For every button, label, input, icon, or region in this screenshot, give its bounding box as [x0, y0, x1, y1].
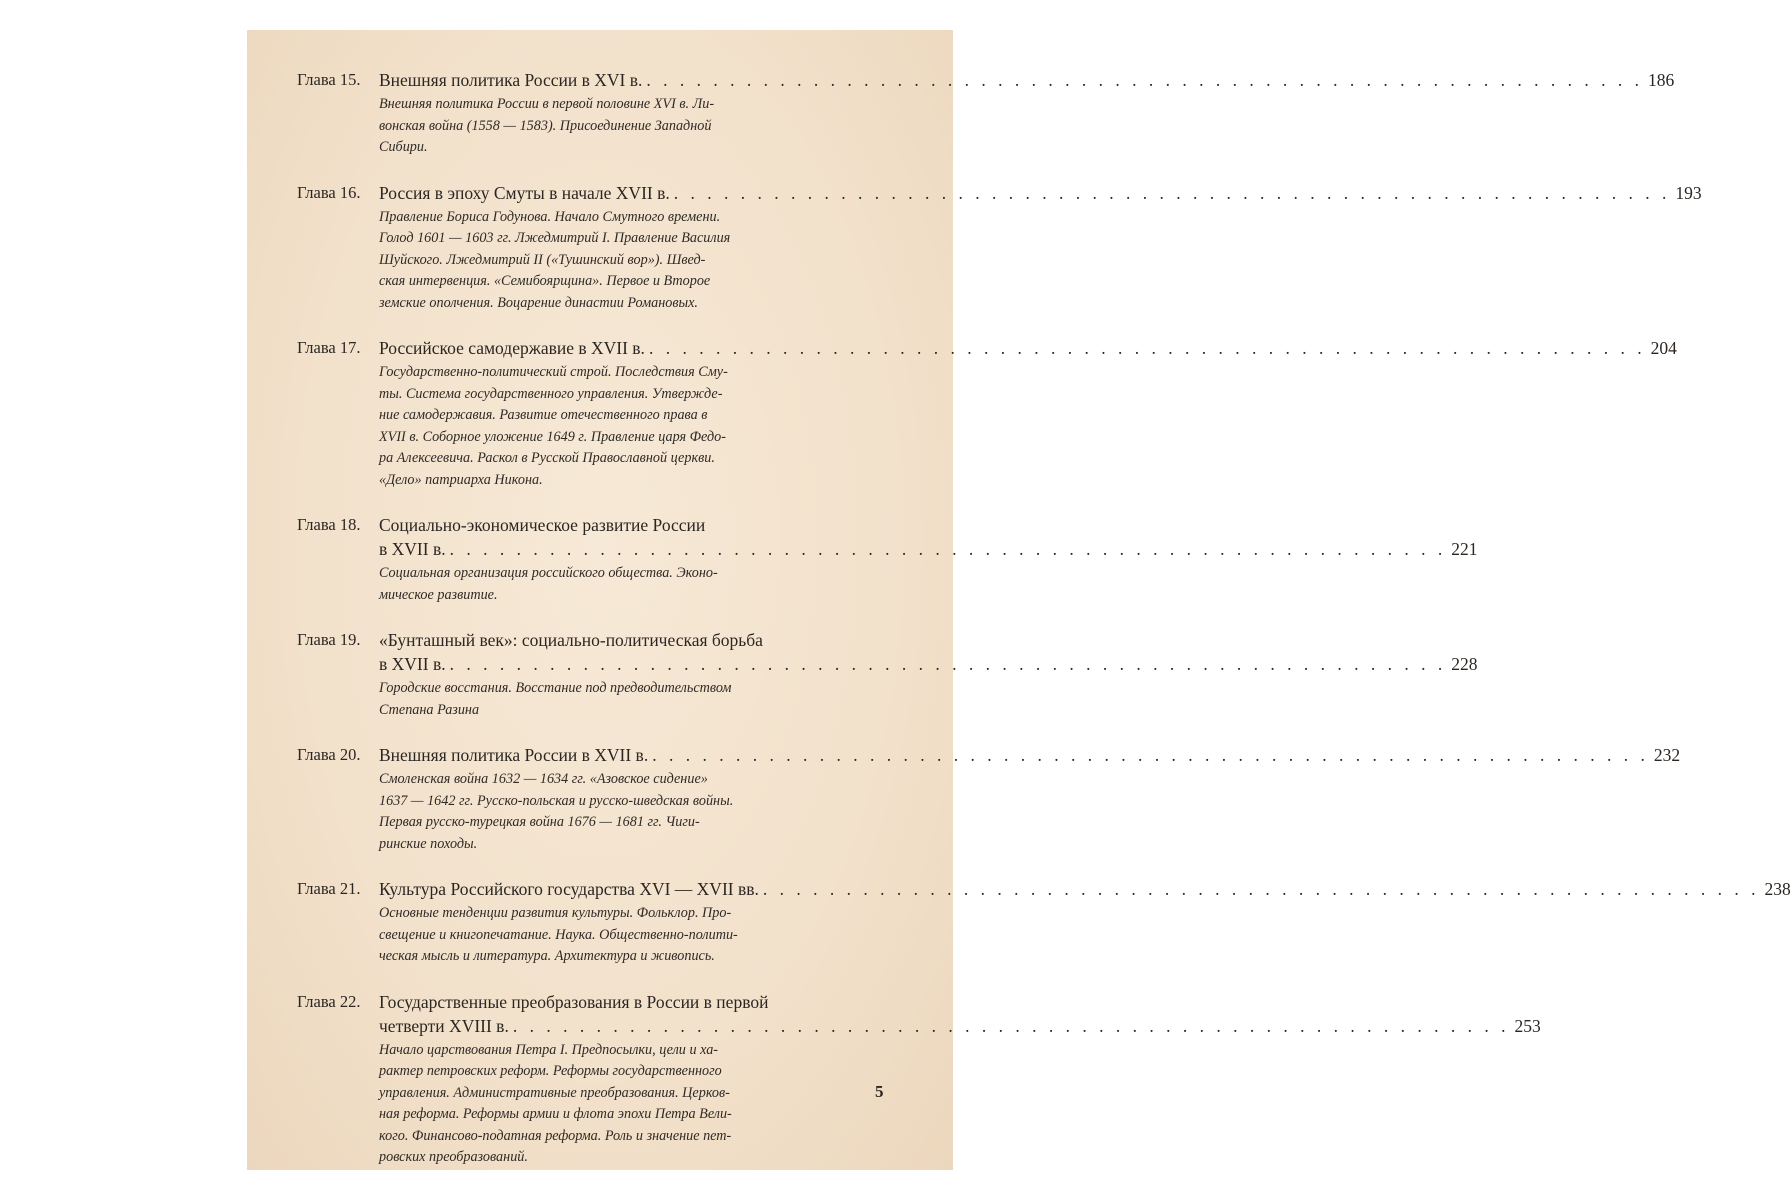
chapter-label: Глава 20.: [297, 745, 361, 764]
toc-entry-chapter-18: [297, 513, 1478, 606]
toc-entry-chapter-20: [297, 743, 1681, 855]
chapter-label: Глава 18.: [297, 515, 361, 534]
chapter-title-first-line: Социально-экономическое развитие России: [379, 515, 706, 535]
chapter-title: в XVII в.: [379, 654, 446, 674]
chapter-description: Социальная организация российского общества. Эконо- мическое развитие.: [379, 565, 718, 603]
dot-leader: . . . . . . . . . . . . . . . . . . . . . . . . . . . . . . . . . . . . . . . . . . . . . . . . . . . . . . . . . . . .: [648, 338, 1646, 358]
chapter-title-line: [379, 877, 1791, 901]
chapter-label: Глава 16.: [297, 182, 361, 202]
chapter-title-first-line: Государственные преобразования в России в первой: [379, 991, 769, 1012]
dot-leader: . . . . . . . . . . . . . . . . . . . . . . . . . . . . . . . . . . . . . . . . . . . . . . . . . . . . . . . . . . . .: [449, 539, 1447, 559]
page-number: 238: [1764, 879, 1791, 899]
chapter-title: четверти XVIII в.: [379, 1015, 509, 1036]
page-number: 221: [1451, 539, 1478, 559]
chapter-label: Глава 19.: [297, 630, 361, 649]
chapter-title-line: [379, 68, 1675, 92]
chapter-description: Государственно-политический строй. Последствия Сму- ты. Система государственного управления. Утвержде- ние самодержавия. Развитие отечественного права в XVII в. Соборное уложение 1649 г. Правление царя Федо- ра Алексеевича. Раскол в Русской Православной церкви. «Дело» патриарха Никона.: [379, 364, 728, 488]
chapter-label: Глава 15.: [297, 70, 361, 89]
page-number: 253: [1514, 1015, 1541, 1036]
chapter-title-first-line: «Бунташный век»: социально-политическая борьба: [379, 630, 763, 650]
chapter-label: Глава 22.: [297, 991, 361, 1011]
chapter-description: Городские восстания. Восстание под предводительством Степана Разина: [379, 680, 732, 718]
dot-leader: . . . . . . . . . . . . . . . . . . . . . . . . . . . . . . . . . . . . . . . . . . . . . . . . . . . . . . . . . . . .: [762, 879, 1760, 899]
toc-entry-chapter-22: [297, 990, 1541, 1169]
toc-entry-chapter-21: [297, 877, 1791, 968]
dot-leader: . . . . . . . . . . . . . . . . . . . . . . . . . . . . . . . . . . . . . . . . . . . . . . . . . . . . . . . . . . . .: [449, 654, 1447, 674]
chapter-title-line: [379, 743, 1681, 767]
chapter-title: Внешняя политика России в XVI в.: [379, 70, 643, 90]
chapter-label: Глава 17.: [297, 338, 361, 357]
chapter-title-line: [379, 1014, 1541, 1038]
dot-leader: . . . . . . . . . . . . . . . . . . . . . . . . . . . . . . . . . . . . . . . . . . . . . . . . . . . . . . . . . . . .: [673, 182, 1671, 203]
chapter-title: Россия в эпоху Смуты в начале XVII в.: [379, 182, 670, 203]
chapter-title-line: [379, 537, 1478, 561]
table-of-contents: [297, 68, 1791, 1191]
chapter-description: Начало царствования Петра I. Предпосылки, цели и ха- рактер петровских реформ. Реформы государственного управления. Административные преобразования. Церков- ная реформа. Реформы армии и флота эпохи Петра Вели- кого. Финансово-податная реформа. Роль и значение пет- ровских преобразований.: [379, 1041, 732, 1165]
chapter-title-line: [379, 336, 1677, 360]
chapter-title: Культура Российского государства XVI — XVII вв.: [379, 879, 759, 899]
chapter-description: Внешняя политика России в первой половине XVI в. Ли- вонская война (1558 — 1583). Присоединение Западной Сибири.: [379, 96, 715, 155]
toc-entry-chapter-15: [297, 68, 1675, 159]
chapter-title: Российское самодержавие в XVII в.: [379, 338, 645, 358]
chapter-description: Основные тенденции развития культуры. Фольклор. Про- свещение и книгопечатание. Наука. Общественно-полити- ческая мысль и литература. Архитектура и живопись.: [379, 905, 738, 964]
page-number: 228: [1451, 654, 1478, 674]
dot-leader: . . . . . . . . . . . . . . . . . . . . . . . . . . . . . . . . . . . . . . . . . . . . . . . . . . . . . . . . . . . .: [652, 745, 1649, 765]
toc-entry-chapter-19: [297, 628, 1478, 721]
dot-leader: . . . . . . . . . . . . . . . . . . . . . . . . . . . . . . . . . . . . . . . . . . . . . . . . . . . . . . . . . . . .: [646, 70, 1643, 90]
chapter-title-line: [379, 652, 1478, 676]
page-number: 186: [1648, 70, 1675, 90]
chapter-title: в XVII в.: [379, 539, 446, 559]
toc-entry-chapter-17: [297, 336, 1677, 491]
chapter-description: Правление Бориса Годунова. Начало Смутного времени. Голод 1601 — 1603 гг. Лжедмитрий I. Правление Василия Шуйского. Лжедмитрий II («Тушинский вор»). Швед- ская интервенция. «Семибоярщина». Первое и Второе земские ополчения. Воцарение династии Романовых.: [379, 208, 731, 311]
chapter-title: Внешняя политика России в XVII в.: [379, 745, 649, 765]
toc-entry-chapter-16: [297, 181, 1702, 315]
page-number: 232: [1653, 745, 1681, 765]
page-number: 193: [1675, 182, 1702, 203]
book-page: [247, 30, 1791, 1170]
dot-leader: . . . . . . . . . . . . . . . . . . . . . . . . . . . . . . . . . . . . . . . . . . . . . . . . . . . . . . . . . . . .: [512, 1015, 1510, 1036]
chapter-title-line: [379, 181, 1702, 205]
chapter-description: Смоленская война 1632 — 1634 гг. «Азовское сидение» 1637 — 1642 гг. Русско-польская и русско-шведская войны. Первая русско-турецкая война 1676 — 1681 гг. Чиги- ринские походы.: [379, 771, 734, 852]
chapter-label: Глава 21.: [297, 879, 361, 898]
folio-page-number: 5: [875, 1082, 884, 1101]
page-number: 204: [1650, 338, 1677, 358]
